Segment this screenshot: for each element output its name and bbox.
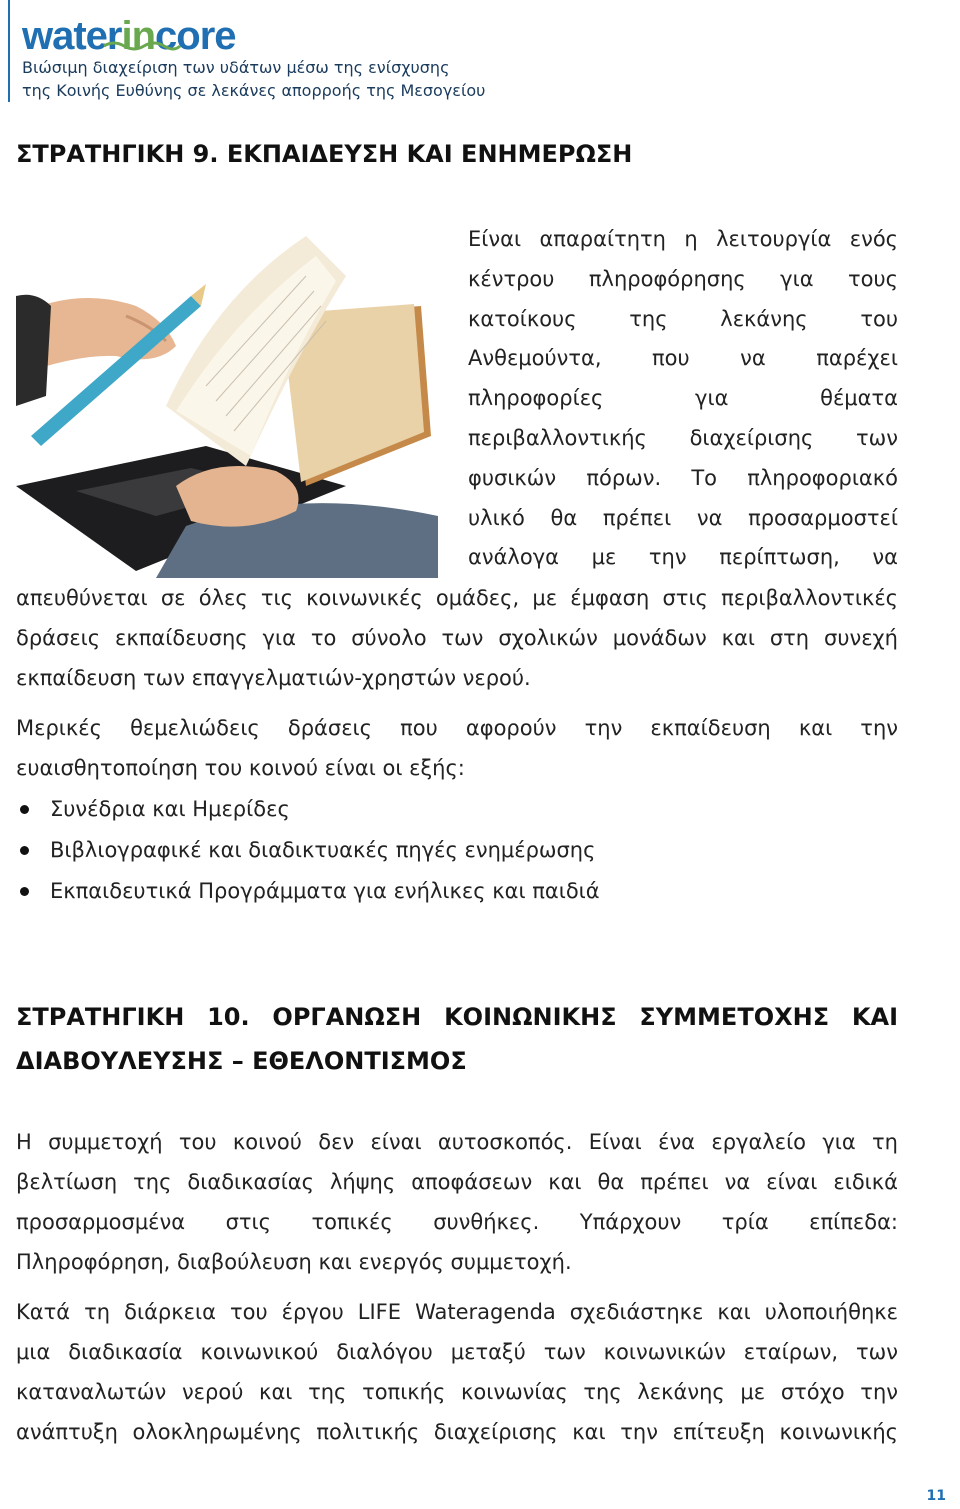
strategy-9-intro-paragraph [16, 708, 898, 788]
text-line: εκπαίδευση των επαγγελματιών-χρηστών νερού. [16, 666, 531, 690]
text-line: βελτίωση της διαδικασίας λήψης αποφάσεων και θα πρέπει να είναι ειδικά [16, 1170, 898, 1194]
strategy-9-wrapped-text [468, 220, 898, 578]
strategy-10-paragraph-1 [16, 1122, 898, 1282]
list-item-text: Εκπαιδευτικά Προγράμματα για ενήλικες και παιδιά [50, 879, 600, 903]
bullet-icon [20, 846, 29, 855]
logo-word-core: core [155, 14, 236, 58]
text-line: φυσικών πόρων. Το πληροφοριακό [468, 465, 898, 490]
logo-word-in: in [121, 14, 156, 58]
text-line: Είναι απαραίτητη η λειτουργία ενός [468, 227, 898, 251]
heading-line: ΣΤΡΑΤΗΓΙΚΗ 10. ΟΡΓΑΝΩΣΗ ΚΟΙΝΩΝΙΚΗΣ ΣΥΜΜΕΤΟΧΗΣ ΚΑΙ [16, 1003, 898, 1031]
text-line: πληροφορίες για θέματα [468, 386, 898, 411]
list-item [16, 871, 898, 912]
bullet-icon [20, 805, 29, 814]
text-line: Ανθεμούντα, που να παρέχει [468, 346, 898, 371]
text-line: απευθύνεται σε όλες τις κοινωνικές ομάδες, με έμφαση στις περιβαλλοντικές [16, 586, 898, 610]
text-line: καταναλωτών νερού και της τοπικής κοινωνίας της λεκάνης με στόχο την [16, 1380, 898, 1404]
list-item-text: Συνέδρια και Ημερίδες [50, 797, 290, 821]
text-line: κέντρου πληροφόρησης για τους [468, 266, 898, 291]
strategy-9-heading: ΣΤΡΑΤΗΓΙΚΗ 9. ΕΚΠΑΙΔΕΥΣΗ ΚΑΙ ΕΝΗΜΕΡΩΣΗ [16, 140, 633, 168]
bullet-icon [20, 887, 29, 896]
text-line: Μερικές θεμελιώδεις δράσεις που αφορούν την εκπαίδευση και την [16, 716, 898, 740]
text-line: ανάλογα με την περίπτωση, να [468, 545, 898, 570]
heading-line: ΔΙΑΒΟΥΛΕΥΣΗΣ – ΕΘΕΛΟΝΤΙΣΜΟΣ [16, 1047, 467, 1075]
subtitle-line: της Κοινής Ευθύνης σε λεκάνες απορροής της Μεσογείου [22, 81, 486, 100]
strategy-10-heading [16, 995, 898, 1083]
subtitle-line: Βιώσιμη διαχείριση των υδάτων μέσω της ενίσχυσης [22, 58, 450, 77]
strategy-10-paragraph-2 [16, 1292, 898, 1452]
strategy-9-action-list [16, 789, 898, 912]
text-line: κατοίκους της λεκάνης του [468, 306, 898, 331]
strategy-9-paragraph-continued [16, 578, 898, 698]
document-header [8, 0, 528, 102]
text-line: μια διαδικασία κοινωνικού διαλόγου μεταξύ των κοινωνικών εταίρων, των [16, 1340, 898, 1364]
page-number: 11 [926, 1488, 946, 1504]
list-item-text: Βιβλιογραφικέ και διαδικτυακές πηγές ενημέρωσης [50, 838, 596, 862]
list-item [16, 830, 898, 871]
text-line: δράσεις εκπαίδευσης για το σύνολο των σχολικών μονάδων και στη συνεχή [16, 626, 898, 650]
list-item [16, 789, 898, 830]
text-line: περιβαλλοντικής διαχείρισης των [468, 425, 898, 450]
text-line: Η συμμετοχή του κοινού δεν είναι αυτοσκοπός. Είναι ένα εργαλείο για τη [16, 1130, 898, 1154]
logo-wave-icon [102, 38, 182, 52]
text-line: ανάπτυξη ολοκληρωμένης πολιτικής διαχείρισης και την επίτευξη κοινωνικής [16, 1420, 898, 1444]
text-line: προσαρμοσμένα στις τοπικές συνθήκες. Υπάρχουν τρία επίπεδα: [16, 1210, 898, 1234]
text-line: ευαισθητοποίηση του κοινού είναι οι εξής: [16, 756, 465, 780]
project-subtitle [22, 56, 485, 102]
logo-word-water: water [22, 14, 122, 58]
text-line: Κατά τη διάρκεια του έργου LIFE Wateragenda σχεδιάστηκε και υλοποιήθηκε [16, 1300, 898, 1324]
watersincore-logo [22, 2, 236, 56]
photo-reading-book [16, 236, 438, 578]
text-line: Πληροφόρηση, διαβούλευση και ενεργός συμμετοχή. [16, 1250, 572, 1274]
text-line: υλικό θα πρέπει να προσαρμοστεί [468, 505, 898, 530]
